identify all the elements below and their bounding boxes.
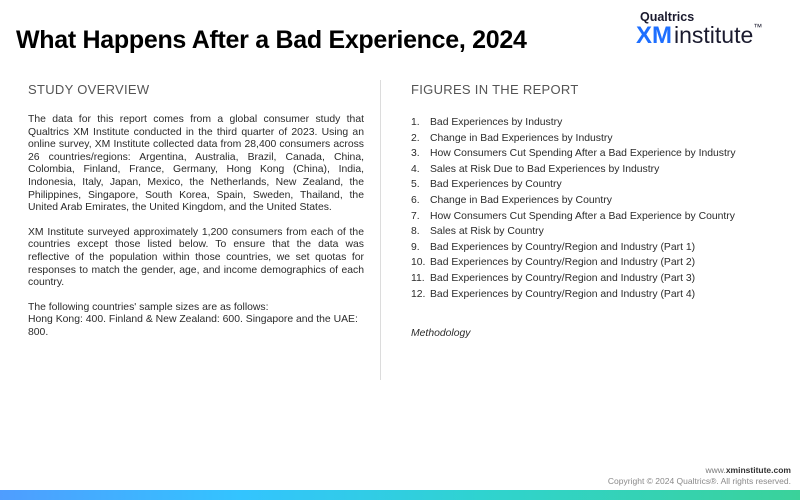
figure-number: 3.: [411, 148, 420, 160]
figure-title: Bad Experiences by Country/Region and Industry (Part 1): [430, 241, 696, 253]
figure-number: 8.: [411, 226, 420, 238]
logo-institute-text: institute: [674, 22, 754, 48]
figure-item: [411, 209, 781, 225]
figure-item: [411, 115, 781, 131]
figure-title: Bad Experiences by Industry: [430, 117, 563, 128]
figure-number: 6.: [411, 194, 420, 206]
figure-title: How Consumers Cut Spending After a Bad Experience by Country: [430, 210, 735, 222]
figure-number: 10.: [411, 257, 426, 269]
logo-xm-text: XM: [636, 22, 672, 49]
footer-copyright: Copyright © 2024 Qualtrics®. All rights reserved.: [607, 475, 791, 486]
footer: [608, 465, 791, 486]
figure-title: Sales at Risk by Country: [430, 226, 544, 238]
figure-number: 9.: [411, 241, 420, 253]
figure-number: 2.: [411, 132, 420, 144]
figure-title: Bad Experiences by Country: [430, 179, 562, 191]
figure-item: [411, 162, 781, 178]
sample-size-details: Hong Kong: 400. Finland & New Zealand: 600. Singapore and the UAE: 800.: [28, 314, 358, 338]
qualtrics-xm-institute-logo: [636, 10, 786, 50]
logo-brand-text: Qualtrics: [640, 10, 695, 24]
study-overview-section: [28, 82, 364, 340]
figure-item: [411, 287, 781, 303]
study-overview-heading: STUDY OVERVIEW: [28, 82, 150, 97]
figure-number: 5.: [411, 179, 420, 191]
figure-item: [411, 240, 781, 256]
figure-title: Change in Bad Experiences by Industry: [430, 132, 613, 144]
figures-list: [411, 115, 781, 302]
footer-website-prefix: www.: [705, 465, 726, 475]
sample-size-intro: The following countries' sample sizes are as follows:: [28, 301, 269, 313]
logo-wordmark: [636, 22, 762, 50]
figures-heading: FIGURES IN THE REPORT: [411, 82, 579, 97]
figure-item: [411, 271, 781, 287]
column-divider: [380, 80, 381, 380]
figure-title: Bad Experiences by Country/Region and Industry (Part 4): [430, 288, 696, 300]
figure-number: 1.: [411, 117, 420, 128]
figure-title: Bad Experiences by Country/Region and Industry (Part 3): [430, 272, 696, 284]
figure-item: [411, 255, 781, 271]
overview-paragraph-2: XM Institute surveyed approximately 1,200 consumers from each of the countries except those listed below. To ensure that the data was reflective of the population within those countries, we set quotas for responses to match the gender, age, and income demographics of each country.: [28, 226, 364, 289]
footer-website-domain: xminstitute.com: [725, 465, 791, 475]
figure-item: [411, 146, 781, 162]
figure-number: 7.: [411, 210, 420, 222]
figure-title: Bad Experiences by Country/Region and Industry (Part 2): [430, 257, 696, 269]
figure-title: Change in Bad Experiences by Country: [430, 194, 612, 206]
overview-paragraph-3: [28, 302, 364, 340]
figure-number: 12.: [411, 288, 426, 300]
figure-number: 4.: [411, 163, 420, 175]
figures-section: [411, 82, 781, 339]
footer-website: [608, 465, 791, 476]
figure-title: Sales at Risk Due to Bad Experiences by Industry: [430, 163, 660, 175]
page-title: What Happens After a Bad Experience, 2024: [16, 26, 527, 54]
figure-item: [411, 193, 781, 209]
gradient-accent-bar: [0, 490, 800, 500]
figure-item: [411, 177, 781, 193]
logo-trademark: ™: [753, 22, 763, 32]
methodology-label: Methodology: [411, 328, 471, 340]
figure-item: [411, 224, 781, 240]
figure-item: [411, 131, 781, 147]
figure-number: 11.: [411, 272, 425, 284]
figure-title: How Consumers Cut Spending After a Bad Experience by Industry: [430, 148, 736, 160]
overview-paragraph-1: The data for this report comes from a global consumer study that Qualtrics XM Institute conducted in the third quarter of 2023. Using an online survey, XM Institute collected data from 28,400 consumers across 26 countries/regions: Argentina, Australia, Brazil, Canada, China, Colombia, Finland, France, Germany, Hong Kong (China), India, Indonesia, Italy, Japan, Mexico, the Netherlands, New Zealand, the Philippines, Singapore, South Korea, Spain, Sweden, Thailand, the United Arab Emirates, the United Kingdom, and the United States.: [28, 114, 364, 214]
